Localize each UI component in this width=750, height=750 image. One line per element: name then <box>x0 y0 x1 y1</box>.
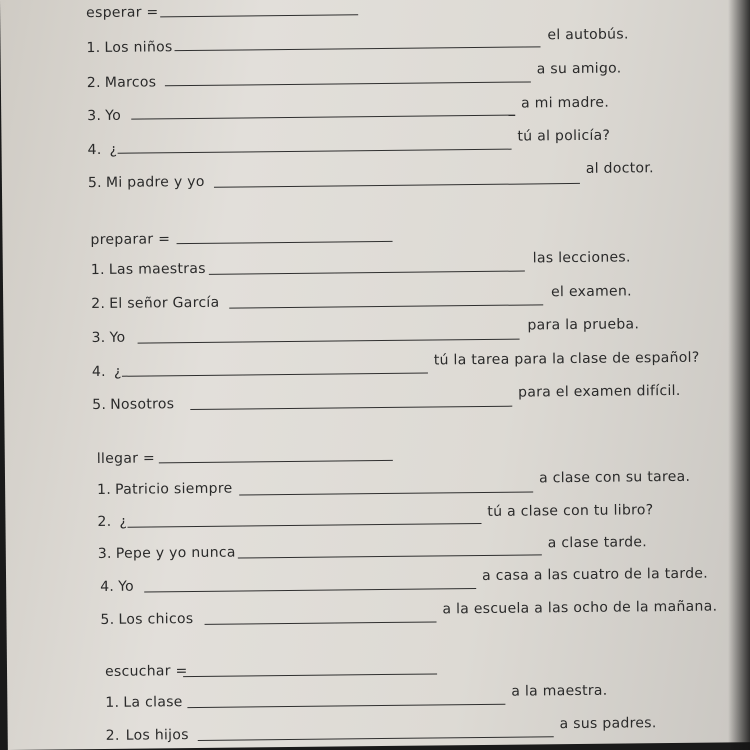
verb-label: escuchar = <box>104 663 188 680</box>
item-subject: Marcos <box>104 74 157 91</box>
verb-label: esperar = <box>86 4 159 22</box>
answer-blank[interactable] <box>209 271 525 275</box>
item-ending: a sus padres. <box>559 715 657 733</box>
item-ending: a la maestra. <box>511 682 608 700</box>
item-number: 4. <box>87 141 102 159</box>
item-number: 5. <box>100 611 115 628</box>
answer-blank[interactable] <box>165 81 531 86</box>
item-ending: para el examen difícil. <box>518 382 681 401</box>
item-ending: a su amigo. <box>536 60 622 78</box>
answer-blank[interactable] <box>229 304 543 308</box>
item-subject: Las maestras <box>108 260 206 278</box>
item-subject: Nosotros <box>110 396 175 413</box>
answer-blank[interactable] <box>144 588 476 592</box>
item-number: 1. <box>90 261 105 279</box>
answer-blank[interactable] <box>239 491 533 495</box>
answer-blank[interactable] <box>175 46 541 51</box>
item-ending: a la escuela a las ocho de la mañana. <box>442 598 718 618</box>
item-subject: Yo <box>109 329 126 346</box>
verb-label: preparar = <box>90 231 171 249</box>
item-number: 2. <box>91 295 106 313</box>
item-number: 1. <box>97 481 112 499</box>
item-number: 4. <box>91 363 106 381</box>
verb-definition-blank[interactable] <box>183 673 437 677</box>
answer-blank[interactable] <box>238 554 542 558</box>
item-subject: Pepe y yo nunca <box>115 544 236 562</box>
item-ending: el autobús. <box>547 26 629 44</box>
item-subject: Mi padre y yo <box>105 173 205 191</box>
item-ending: el examen. <box>551 283 632 301</box>
verb-label: llegar = <box>96 450 156 468</box>
answer-blank[interactable] <box>138 339 520 344</box>
item-subject: ¿ <box>113 363 122 380</box>
item-ending: al doctor. <box>585 160 654 177</box>
item-subject: Los chicos <box>118 611 194 628</box>
item-number: 5. <box>87 174 102 192</box>
item-number: 4. <box>100 578 115 595</box>
item-number: 5. <box>92 396 107 414</box>
item-number: 1. <box>86 39 101 57</box>
item-ending: tú a clase con tu libro? <box>487 502 654 520</box>
answer-blank[interactable] <box>187 704 505 708</box>
item-ending: a casa a las cuatro de la tarde. <box>481 565 709 584</box>
answer-blank[interactable] <box>131 115 515 120</box>
item-subject: ¿ <box>119 513 128 530</box>
item-ending: tú la tarea para la clase de español? <box>433 349 700 369</box>
item-subject: Yo <box>105 107 122 124</box>
verb-definition-blank[interactable] <box>159 460 393 463</box>
verb-definition-blank[interactable] <box>160 14 358 17</box>
item-ending: a clase con su tarea. <box>538 468 691 487</box>
answer-blank[interactable] <box>128 523 482 528</box>
item-number: 2. <box>105 727 120 744</box>
item-subject: La clase <box>123 694 183 711</box>
item-subject: Los niños <box>104 39 173 56</box>
item-subject: El señor García <box>109 294 220 312</box>
item-number: 3. <box>91 329 106 347</box>
item-number: 2. <box>86 74 101 92</box>
item-number: 2. <box>97 513 112 531</box>
answer-blank[interactable] <box>198 736 554 741</box>
item-subject: Los hijos <box>125 727 189 744</box>
item-number: 3. <box>87 107 102 125</box>
item-subject: ¿ <box>109 141 118 158</box>
item-ending: a clase tarde. <box>547 534 648 552</box>
answer-blank[interactable] <box>190 406 512 410</box>
item-ending: tú al policía? <box>517 127 611 145</box>
answer-blank[interactable] <box>214 183 580 188</box>
answer-blank[interactable] <box>122 373 428 377</box>
answer-blank[interactable] <box>118 149 512 154</box>
item-ending: las lecciones. <box>532 249 631 267</box>
answer-blank[interactable] <box>205 621 437 624</box>
item-number: 1. <box>105 694 120 711</box>
item-ending: a mi madre. <box>521 94 610 112</box>
item-subject: Patricio siempre <box>115 480 233 498</box>
verb-definition-blank[interactable] <box>177 241 393 244</box>
item-number: 3. <box>97 545 112 563</box>
item-subject: Yo <box>118 578 135 595</box>
item-ending: para la prueba. <box>527 316 640 334</box>
page-edge-shadow <box>728 0 750 750</box>
